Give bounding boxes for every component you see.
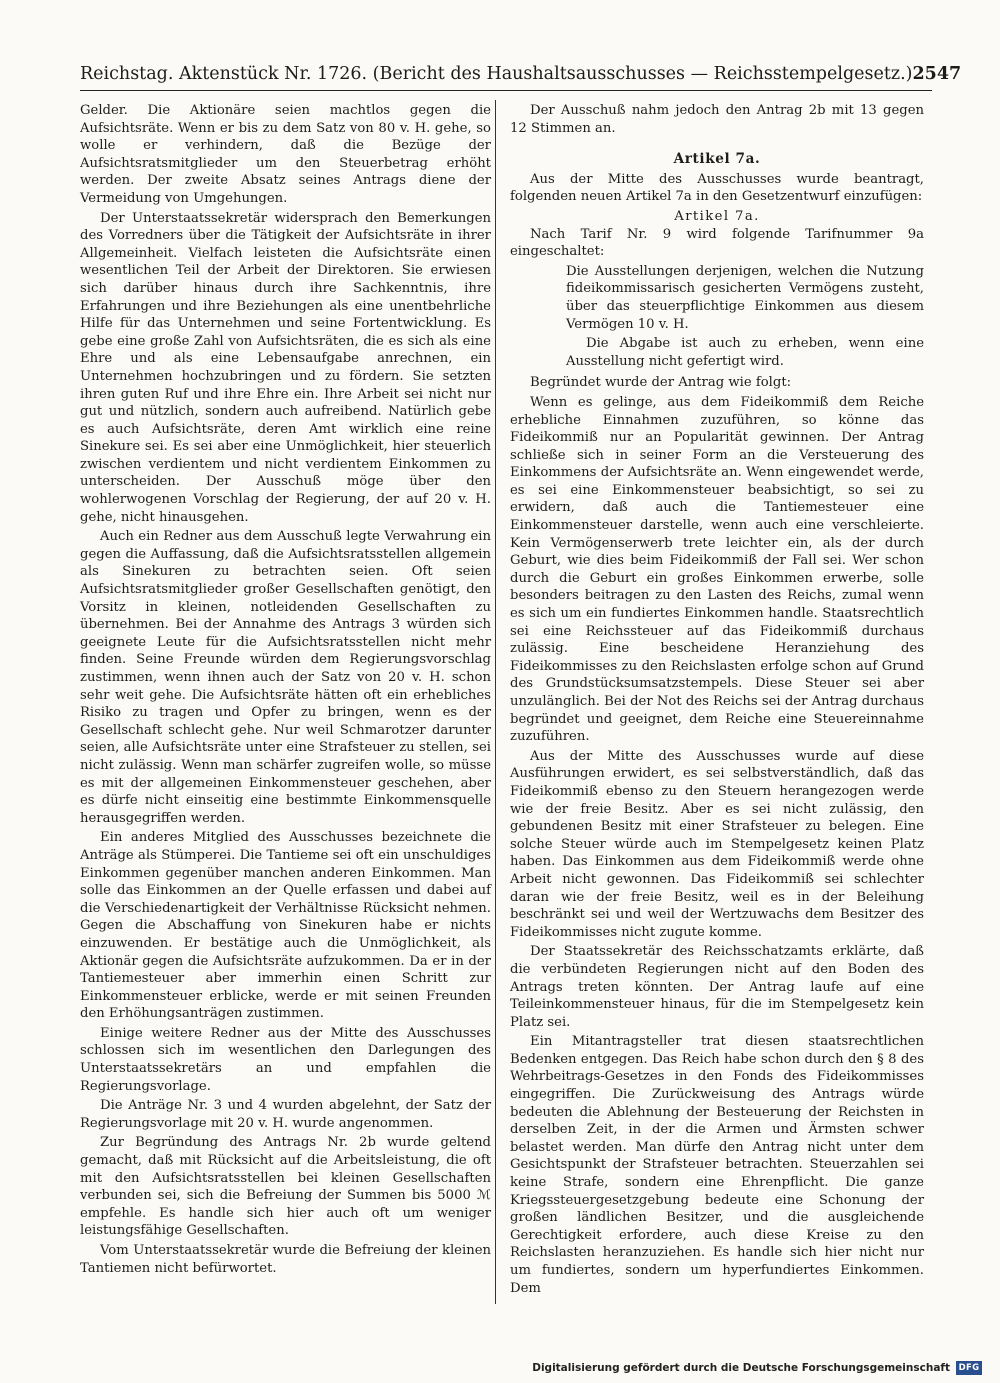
article-text	[566, 263, 924, 371]
paragraph: Der Staatssekretär des Reichsschatzamts erklärte, daß die verbündeten Regierungen nicht auf den Boden des Antrags treten könnten. Der Antrag laufe auf eine Teileinkommensteuer hinaus, für die im Stempelgesetz kein Platz sei.	[510, 944, 924, 1030]
dfg-logo-text: DFG	[958, 1363, 980, 1373]
paragraph: Zur Begründung des Antrags Nr. 2b wurde geltend gemacht, daß mit Rücksicht auf die Arbeitsleistung, die oft mit den Aufsichtsratsstellen bei kleinen Gesellschaften verbunden sei, sich die Befreiung der Summen bis 5000 ℳ empfehle. Es handle sich hier auch oft um weniger leistungsfähige Gesellschaften.	[80, 1135, 491, 1239]
footer-credit: Digitalisierung gefördert durch die Deutsche Forschungsgemeinschaft	[532, 1362, 950, 1374]
left-column	[80, 102, 491, 1279]
paragraph: Gelder. Die Aktionäre seien machtlos gegen die Aufsichtsräte. Wenn er bis zu dem Satz von 80 v. H. gehe, so wolle er verhindern, daß die Bezüge der Aufsichtsratsmitglieder um den Steuerbetrag erhöht werden. Der zweite Absatz seines Antrags diene der Vermeidung von Umgehungen.	[80, 103, 491, 206]
paragraph: Der Unterstaatssekretär widersprach den Bemerkungen des Vorredners über die Tätigkeit der Aufsichtsräte in ihrer Allgemeinheit. Vielfach leisteten die Aufsichtsräte einen wesentlichen Teil der Arbeit der Direktoren. Sie erwiesen sich darüber hinaus durch ihre Sachkenntnis, ihre Erfahrungen und ihre Beziehungen als eine unentbehrliche Hilfe für das Unternehmen und seine Fortentwicklung. Es gebe eine große Zahl von Aufsichtsräten, die es sich als eine Ehre und als eine Lebensaufgabe anrechnen, ein Unternehmen hochzubringen und zu fördern. Sie setzten ihren guten Ruf und ihre Ehre ein. Ihre Arbeit sei nicht nur gut und nützlich, sondern auch aufreibend. Natürlich gebe es auch Aufsichtsräte, deren Amt wirklich eine reine Sinekure sei. Es sei aber eine Unmöglichkeit, hier steuerlich zwischen verdientem und nicht verdientem Einkommen zu unterscheiden. Der Ausschuß möge über den wohlerwogenen Vorschlag der Regierung, der auf 20 v. H. gehe, nicht hinausgehen.	[80, 210, 491, 525]
article-title: Artikel 7a.	[674, 208, 760, 224]
running-header	[80, 62, 962, 86]
dfg-logo	[956, 1361, 982, 1375]
paragraph: Einige weitere Redner aus der Mitte des Ausschusses schlossen sich im wesentlichen den Darlegungen des Unterstaatssekretärs an und empfahlen die Regierungsvorlage.	[80, 1025, 491, 1094]
header-rule	[80, 90, 932, 91]
column-divider	[495, 100, 496, 1304]
article-clause: Die Ausstellungen derjenigen, welchen die Nutzung fideikommissarisch gesicherten Vermögens zusteht, über das steuerpflichtige Einkommen aus diesem Vermögen 10 v. H.	[566, 263, 924, 332]
digitization-footer	[532, 1357, 982, 1379]
article-clause: Die Abgabe ist auch zu erheben, wenn eine Ausstellung nicht gefertigt wird.	[566, 336, 924, 369]
right-column	[510, 102, 924, 1299]
paragraph: Die Anträge Nr. 3 und 4 wurden abgelehnt, der Satz der Regierungsvorlage mit 20 v. H. wurde angenommen.	[80, 1098, 491, 1131]
article-lead: Nach Tarif Nr. 9 wird folgende Tarifnummer 9a eingeschaltet:	[510, 226, 924, 260]
paragraph: Begründet wurde der Antrag wie folgt:	[530, 375, 792, 391]
paragraph: Aus der Mitte des Ausschusses wurde auf diese Ausführungen erwidert, es sei selbstverständlich, daß das Fideikommiß ebenso zu den Steuern herangezogen werde wie der freie Besitz. Aber es sei nicht zulässig, den gebundenen Besitz mit einer Strafsteuer zu belegen. Eine solche Steuer würde auch im Stempelgesetz keinen Platz haben. Das Einkommen aus dem Fideikommiß werde ohne Arbeit nicht gewonnen. Das Fideikommiß sei schlechter daran wie der freie Besitz, weil es in der Beleihung beschränkt sei und weil der Wertzuwachs dem Besitzer des Fideikommisses nicht zugute komme.	[510, 748, 924, 940]
running-title: Reichstag. Aktenstück Nr. 1726. (Bericht des Haushaltsausschusses — Reichsstempelgesetz.)	[80, 64, 913, 84]
paragraph: Wenn es gelinge, aus dem Fideikommiß dem Reiche erhebliche Einnahmen zuzuführen, so könne das Fideikommiß nur an Popularität gewinnen. Der Antrag schließe sich in seiner Form an die Versteuerung des Einkommens der Aufsichtsräte an. Wenn eingewendet werde, es sei eine Einkommensteuer beabsichtigt, so sei zu erwidern, daß auch die Tantiemesteuer eine Einkommensteuer darstelle, wenn auch eine verschleierte. Kein Vermögenserwerb trete leichter ein, als der durch Geburt, wie dies beim Fideikommiß der Fall sei. Wer schon durch die Geburt ein großes Einkommen erwerbe, solle besonders beitragen zu den Lasten des Reichs, zumal wenn es sich um ein fundiertes Einkommen handle. Staatsrechtlich sei eine Reichssteuer auf das Fideikommiß durchaus zulässig. Eine bescheidene Heranziehung des Fideikommisses zu den Reichslasten erfolge schon auf Grund des Grundstücksumsatzstempels. Diese Steuer sei aber unzulänglich. Bei der Not des Reichs sei der Antrag durchaus begründet und geeignet, dem Reiche eine Steuereinnahme zuzuführen.	[510, 394, 924, 745]
paragraph: Vom Unterstaatssekretär wurde die Befreiung der kleinen Tantiemen nicht befürwortet.	[80, 1243, 491, 1276]
section-heading: Artikel 7a.	[673, 151, 761, 168]
paragraph: Ein anderes Mitglied des Ausschusses bezeichnete die Anträge als Stümperei. Die Tantieme sei oft ein unschuldiges Einkommen gegenüber manchen anderen Einkommen. Man solle das Einkommen an der Quelle erfassen und dabei auf die Verschiedenartigkeit der Verhältnisse Rücksicht nehmen. Gegen die Abschaffung von Sinekuren habe er nichts einzuwenden. Er bestätige auch die Unmöglichkeit, als Aktionär gegen die Aufsichtsräte aufzukommen. Da er in der Tantiemesteuer aber immerhin einen Schritt zur Einkommensteuer erblicke, werde er mit seinen Freunden den Erhöhungsanträgen zustimmen.	[80, 830, 491, 1022]
paragraph: Auch ein Redner aus dem Ausschuß legte Verwahrung ein gegen die Auffassung, daß die Aufsichtsratsstellen allgemein als Sinekuren zu betrachten seien. Oft seien Aufsichtsratsmitglieder großer Gesellschaften genötigt, den Vorsitz in kleinen, notleidenden Gesellschaften zu übernehmen. Bei der Annahme des Antrags 3 würden sich geeignete Leute für die Aufsichtsratsstellen nicht mehr finden. Seine Freunde würden dem Regierungsvorschlag zustimmen, wenn ihnen auch der Satz von 20 v. H. schon sehr weit gehe. Die Aufsichtsräte hätten oft ein erhebliches Risiko zu tragen und Opfer zu bringen, wenn es der Gesellschaft schlecht gehe. Nur weil Schmarotzer darunter seien, alle Aufsichtsräte unter eine Strafsteuer zu stellen, sei nicht zulässig. Wenn man schärfer zugreifen wolle, so müsse es mit der allgemeinen Einkommensteuer geschehen, aber es dürfe nicht einseitig eine bestimmte Einkommensquelle herausgegriffen werden.	[80, 529, 491, 826]
paragraph: Der Ausschuß nahm jedoch den Antrag 2b mit 13 gegen 12 Stimmen an.	[510, 103, 924, 136]
page-number: 2547	[912, 64, 962, 84]
paragraph: Aus der Mitte des Ausschusses wurde beantragt, folgenden neuen Artikel 7a in den Gesetzentwurf einzufügen:	[510, 171, 924, 205]
paragraph: Ein Mitantragsteller trat diesen staatsrechtlichen Bedenken entgegen. Das Reich habe schon durch den § 8 des Wehrbeitrags-Gesetzes in den Fonds des Fideikommisses eingegriffen. Die Zurückweisung des Antrags würde bedeuten die Ablehnung der Besteuerung der Reichsten in derselben Zeit, in der die Armen und Ärmsten schwer belastet werden. Man dürfe den Antrag nicht unter dem Gesichtspunkt der Strafsteuer betrachten. Steuerzahlen sei keine Strafe, sondern eine Ehrenpflicht. Die ganze Kriegssteuergesetzgebung bedeute eine Schonung der großen ländlichen Besitzer, und die ausgleichende Gerechtigkeit erfordere, auch diese Kreise zu den Reichslasten heranzuziehen. Es handle sich hier nicht nur um fundiertes, sondern um hyperfundiertes Einkommen. Dem	[510, 1034, 924, 1296]
